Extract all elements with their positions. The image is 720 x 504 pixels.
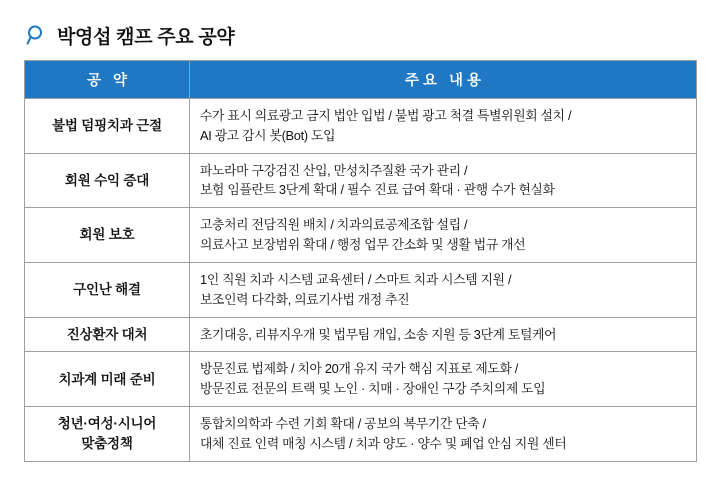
table-row: [25, 317, 697, 352]
pledge-category: 구인난 해결: [25, 262, 190, 317]
table-row: [25, 352, 697, 407]
pledge-category: 치과계 미래 준비: [25, 352, 190, 407]
pledge-category: 불법 덤핑치과 근절: [25, 99, 190, 154]
table-row: [25, 407, 697, 462]
pledge-detail: 초기대응, 리뷰지우개 및 법무팀 개입, 소송 지원 등 3단계 토털케어: [190, 317, 697, 352]
pledge-detail: 수가 표시 의료광고 금지 법안 입법 / 불법 광고 척결 특별위원회 설치 / AI 광고 감시 봇(Bot) 도입: [190, 99, 697, 154]
table-body: [25, 99, 697, 462]
page-title: 박영섭 캠프 주요 공약: [57, 26, 235, 48]
pledge-category: 회원 수익 증대: [25, 153, 190, 208]
column-header-detail: 주요 내용: [190, 61, 697, 99]
table-row: [25, 99, 697, 154]
page-title-row: [24, 18, 696, 52]
pledge-table: [24, 60, 697, 462]
table-row: [25, 262, 697, 317]
table-header-row: [25, 61, 697, 99]
pledge-detail: 고충처리 전담직원 배치 / 치과의료공제조합 설립 / 의료사고 보장범위 확대 / 행정 업무 간소화 및 생활 법규 개선: [190, 208, 697, 263]
pledge-detail: 방문진료 법제화 / 치아 20개 유지 국가 핵심 지표로 제도화 / 방문진료 전문의 트랙 및 노인 · 치매 · 장애인 구강 주치의제 도입: [190, 352, 697, 407]
column-header-pledge: 공 약: [25, 61, 190, 99]
table-row: [25, 153, 697, 208]
pledge-detail: 파노라마 구강검진 산입, 만성치주질환 국가 관리 / 보험 임플란트 3단계 확대 / 필수 진료 급여 확대 · 관행 수가 현실화: [190, 153, 697, 208]
pledge-category: 진상환자 대처: [25, 317, 190, 352]
pledge-detail: 통합치의학과 수련 기회 확대 / 공보의 복무기간 단축 / 대체 진료 인력 매칭 시스템 / 치과 양도 · 양수 및 폐업 안심 지원 센터: [190, 407, 697, 462]
pledge-detail: 1인 직원 치과 시스템 교육센터 / 스마트 치과 시스템 지원 / 보조인력 다각화, 의료기사법 개정 추진: [190, 262, 697, 317]
pledge-category: 회원 보호: [25, 208, 190, 263]
table-row: [25, 208, 697, 263]
magnifier-icon: [26, 24, 48, 46]
pledge-category: 청년·여성·시니어 맞춤정책: [25, 407, 190, 462]
